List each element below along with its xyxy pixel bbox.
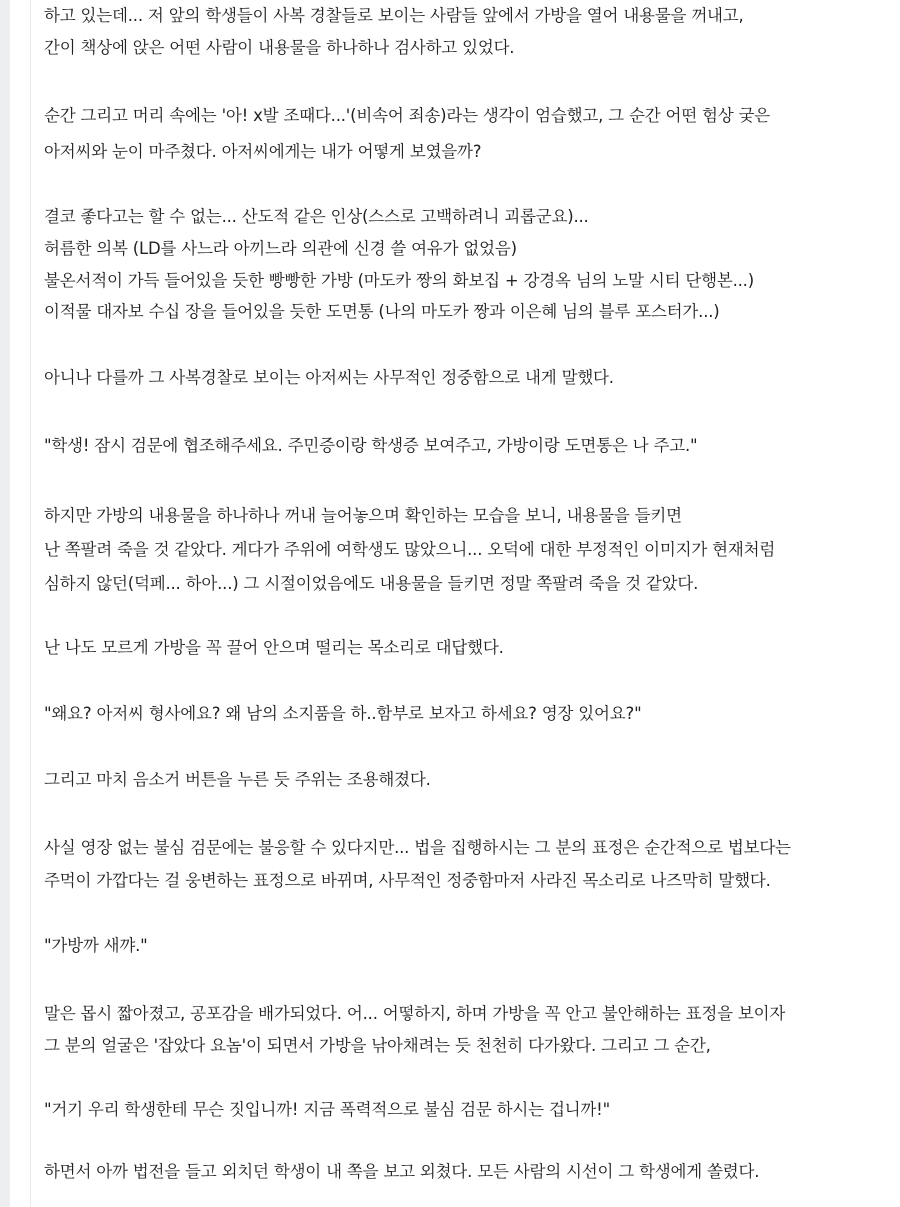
paragraph-line: 심하지 않던(덕페... 하아...) 그 시절이었음에도 내용물을 들키면 정말 쪽팔려 죽을 것 같았다. <box>44 574 699 593</box>
paragraph-line: "왜요? 아저씨 형사에요? 왜 남의 소지품을 하..함부로 보자고 하세요? 영장 있어요?" <box>44 704 642 723</box>
paragraph-line: 아저씨와 눈이 마주쳤다. 아저씨에게는 내가 어떻게 보였을까? <box>44 142 482 161</box>
paragraph-line: "학생! 잠시 검문에 협조해주세요. 주민증이랑 학생증 보여주고, 가방이랑 도면통은 나 주고." <box>44 436 698 455</box>
paragraph-line: 주먹이 가깝다는 걸 웅변하는 표정으로 바뀌며, 사무적인 정중함마저 사라진 목소리로 나즈막히 말했다. <box>44 871 771 890</box>
paragraph-line: "거기 우리 학생한테 무슨 짓입니까! 지금 폭력적으로 불심 검문 하시는 겁니까!" <box>44 1100 610 1119</box>
content-left-border <box>30 0 31 1207</box>
paragraph-line: 그 분의 얼굴은 '잡았다 요놈'이 되면서 가방을 낚아채려는 듯 천천히 다가왔다. 그리고 그 순간, <box>44 1036 711 1055</box>
paragraph-line: 허름한 의복 (LD를 사느라 아끼느라 의관에 신경 쓸 여유가 없었음) <box>44 239 517 258</box>
paragraph-line: 결코 좋다고는 할 수 없는... 산도적 같은 인상(스스로 고백하려니 괴롭군요)... <box>44 207 589 226</box>
paragraph-line: 그리고 마치 음소거 버튼을 누른 듯 주위는 조용해졌다. <box>44 770 431 789</box>
paragraph-line: 하고 있는데... 저 앞의 학생들이 사복 경찰들로 보이는 사람들 앞에서 가방을 열어 내용물을 꺼내고, <box>44 6 744 25</box>
paragraph-line: 불온서적이 가득 들어있을 듯한 빵빵한 가방 (마도카 짱의 화보집 + 강경옥 님의 노말 시티 단행본...) <box>44 271 754 290</box>
paragraph-line: 하면서 아까 법전을 들고 외치던 학생이 내 쪽을 보고 외쳤다. 모든 사람의 시선이 그 학생에게 쏠렸다. <box>44 1162 760 1181</box>
paragraph-line: 간이 책상에 앉은 어떤 사람이 내용물을 하나하나 검사하고 있었다. <box>44 38 515 57</box>
paragraph-line: 아니나 다를까 그 사복경찰로 보이는 아저씨는 사무적인 정중함으로 내게 말했다. <box>44 368 614 387</box>
paragraph-line: 난 쪽팔려 죽을 것 같았다. 게다가 주위에 여학생도 많았으니... 오덕에 대한 부정적인 이미지가 현재처럼 <box>44 540 776 559</box>
paragraph-line: 사실 영장 없는 불심 검문에는 불응할 수 있다지만... 법을 집행하시는 그 분의 표정은 순간적으로 법보다는 <box>44 838 791 857</box>
paragraph-line: "가방까 새꺄." <box>44 936 148 955</box>
paragraph-line: 말은 몹시 짧아졌고, 공포감을 배가되었다. 어... 어떻하지, 하며 가방을 꼭 안고 불안해하는 표정을 보이자 <box>44 1004 786 1023</box>
left-rail <box>0 0 10 1207</box>
paragraph-line: 이적물 대자보 수십 장을 들어있을 듯한 도면통 (나의 마도카 짱과 이은혜 님의 블루 포스터가...) <box>44 302 720 321</box>
paragraph-line: 난 나도 모르게 가방을 꼭 끌어 안으며 떨리는 목소리로 대답했다. <box>44 638 504 657</box>
paragraph-line: 순간 그리고 머리 속에는 '아! x발 조때다...'(비속어 죄송)라는 생각이 엄습했고, 그 순간 어떤 험상 궂은 <box>44 106 771 125</box>
paragraph-line: 하지만 가방의 내용물을 하나하나 꺼내 늘어놓으며 확인하는 모습을 보니, 내용물을 들키면 <box>44 506 682 525</box>
